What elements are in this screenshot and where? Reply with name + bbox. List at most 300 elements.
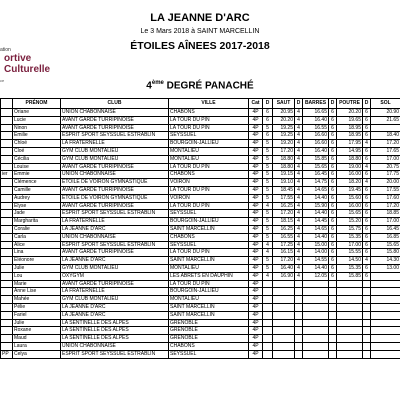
table-cell bbox=[1, 311, 13, 319]
table-cell bbox=[303, 288, 329, 296]
table-cell bbox=[1, 319, 13, 327]
logo-text-line: ce bbox=[0, 78, 5, 83]
column-header: CLUB bbox=[61, 99, 169, 109]
table-cell: AVANT GARDE TURRIPINOISE bbox=[61, 249, 169, 257]
table-cell bbox=[1, 264, 13, 272]
table-cell: Oriane bbox=[13, 109, 61, 117]
table-cell: Margharita bbox=[13, 218, 61, 226]
table-cell: Julie bbox=[13, 319, 61, 327]
table-cell: 19.20 bbox=[273, 140, 295, 148]
table-cell: Roxane bbox=[13, 327, 61, 335]
column-header: D bbox=[329, 99, 337, 109]
table-cell: ESPRIT SPORT SEYSSUEL ESTRABLIN bbox=[61, 241, 169, 249]
table-cell: 6 bbox=[329, 155, 337, 163]
table-cell bbox=[329, 311, 337, 319]
table-cell: Mahée bbox=[13, 296, 61, 304]
table-cell bbox=[1, 202, 13, 210]
table-cell: 18.80 bbox=[337, 155, 363, 163]
table-cell bbox=[329, 288, 337, 296]
table-cell: LA JEANNE D'ARC bbox=[61, 225, 169, 233]
table-cell: 12.05 bbox=[303, 272, 329, 280]
table-cell bbox=[295, 319, 303, 327]
table-cell: 20.75 bbox=[371, 163, 400, 171]
table-cell: 4 bbox=[295, 124, 303, 132]
table-cell: 4P bbox=[249, 202, 263, 210]
table-cell: GYM CLUB MONTALIEU bbox=[61, 264, 169, 272]
table-cell: 6 bbox=[363, 218, 371, 226]
table-row bbox=[1, 342, 400, 350]
table-cell: 15.65 bbox=[303, 163, 329, 171]
table-cell: 17.20 bbox=[371, 202, 400, 210]
table-cell bbox=[371, 342, 400, 350]
table-cell bbox=[1, 335, 13, 343]
table-cell: 4 bbox=[363, 179, 371, 187]
table-cell: 14.40 bbox=[303, 264, 329, 272]
table-cell: 15.90 bbox=[303, 202, 329, 210]
table-cell: 4 bbox=[295, 109, 303, 117]
logo-text-line: Culturelle bbox=[4, 64, 51, 75]
table-cell: 14.65 bbox=[303, 186, 329, 194]
table-row bbox=[1, 155, 400, 163]
table-cell: 18.45 bbox=[273, 186, 295, 194]
column-header: Cat bbox=[249, 99, 263, 109]
table-cell: 18.95 bbox=[337, 132, 363, 140]
table-cell: 14.65 bbox=[303, 225, 329, 233]
table-cell bbox=[303, 296, 329, 304]
table-cell: 17.20 bbox=[273, 147, 295, 155]
table-cell bbox=[1, 179, 13, 187]
table-cell bbox=[1, 218, 13, 226]
table-cell: 6 bbox=[363, 109, 371, 117]
table-cell: 4 bbox=[363, 163, 371, 171]
table-cell: 4P bbox=[249, 249, 263, 257]
table-cell: LA TOUR DU PIN bbox=[169, 280, 249, 288]
column-header: D bbox=[363, 99, 371, 109]
table-cell: 6 bbox=[329, 218, 337, 226]
table-cell: 4P bbox=[249, 264, 263, 272]
category-title bbox=[0, 80, 400, 91]
table-cell bbox=[263, 311, 273, 319]
table-cell: 6 bbox=[363, 264, 371, 272]
table-cell: 6 bbox=[363, 233, 371, 241]
table-cell: LA JEANNE D'ARC bbox=[61, 303, 169, 311]
table-cell bbox=[337, 342, 363, 350]
table-cell bbox=[329, 335, 337, 343]
table-cell: 6 bbox=[363, 210, 371, 218]
table-cell: 19.15 bbox=[273, 171, 295, 179]
table-cell: 15.35 bbox=[337, 233, 363, 241]
table-cell: AVANT GARDE TURRIPINOISE bbox=[61, 163, 169, 171]
table-cell: Emmie bbox=[13, 171, 61, 179]
table-cell: 16.85 bbox=[371, 233, 400, 241]
table-cell bbox=[1, 109, 13, 117]
table-cell: UNION CHABONNAISE bbox=[61, 342, 169, 350]
table-cell: 19.25 bbox=[273, 132, 295, 140]
table-row bbox=[1, 116, 400, 124]
table-cell bbox=[263, 342, 273, 350]
table-cell: SAINT MARCELLIN bbox=[169, 303, 249, 311]
table-cell: 6 bbox=[329, 272, 337, 280]
table-cell bbox=[1, 296, 13, 304]
table-cell bbox=[1, 194, 13, 202]
table-cell: Clémence bbox=[13, 179, 61, 187]
table-cell bbox=[337, 280, 363, 288]
table-cell: CHÂBONS bbox=[169, 109, 249, 117]
table-cell: 17.95 bbox=[337, 140, 363, 148]
table-cell: 15.55 bbox=[337, 249, 363, 257]
table-cell: Lucie bbox=[13, 116, 61, 124]
table-cell: LA FRATERNELLE bbox=[61, 288, 169, 296]
table-row bbox=[1, 202, 400, 210]
table-cell: 6 bbox=[329, 147, 337, 155]
column-header bbox=[1, 99, 13, 109]
table-cell bbox=[263, 350, 273, 358]
table-cell bbox=[337, 303, 363, 311]
table-cell: 6 bbox=[329, 171, 337, 179]
table-cell: CHÂBONS bbox=[169, 233, 249, 241]
table-cell: 21.65 bbox=[371, 116, 400, 124]
table-cell: 6 bbox=[329, 132, 337, 140]
table-cell: 4P bbox=[249, 296, 263, 304]
table-cell: Lina bbox=[13, 249, 61, 257]
table-cell: 6 bbox=[329, 194, 337, 202]
table-cell: 6 bbox=[363, 171, 371, 179]
table-cell: OXYGYM bbox=[61, 272, 169, 280]
table-cell: 4 bbox=[263, 202, 273, 210]
table-cell: Eléonore bbox=[13, 257, 61, 265]
table-cell: 4 bbox=[295, 210, 303, 218]
table-row bbox=[1, 280, 400, 288]
table-cell: 17.65 bbox=[371, 147, 400, 155]
column-header: SOL bbox=[371, 99, 400, 109]
table-cell: 16.45 bbox=[371, 225, 400, 233]
table-cell: 5 bbox=[263, 210, 273, 218]
table-cell: LA TOUR DU PIN bbox=[169, 116, 249, 124]
table-cell: 18.20 bbox=[337, 179, 363, 187]
table-cell bbox=[1, 233, 13, 241]
table-cell bbox=[329, 280, 337, 288]
table-cell: 4 bbox=[295, 155, 303, 163]
table-cell: 16.90 bbox=[273, 272, 295, 280]
table-cell: 5 bbox=[263, 147, 273, 155]
table-cell: 6 bbox=[329, 186, 337, 194]
table-cell: LA JEANNE D'ARC bbox=[61, 257, 169, 265]
table-row bbox=[1, 171, 400, 179]
table-cell bbox=[1, 249, 13, 257]
table-cell: 4 bbox=[295, 179, 303, 187]
table-cell bbox=[1, 210, 13, 218]
table-cell: 6 bbox=[329, 163, 337, 171]
table-cell bbox=[363, 350, 371, 358]
table-cell: 6 bbox=[363, 186, 371, 194]
table-cell: 4 bbox=[295, 140, 303, 148]
table-cell: 18.80 bbox=[273, 155, 295, 163]
table-row bbox=[1, 233, 400, 241]
column-header: BARRES bbox=[303, 99, 329, 109]
table-cell: 15.65 bbox=[337, 210, 363, 218]
table-row bbox=[1, 311, 400, 319]
table-cell: 6 bbox=[329, 233, 337, 241]
table-cell: Ninon bbox=[13, 124, 61, 132]
table-cell: UNION CHABONNAISE bbox=[61, 171, 169, 179]
degree-label: DEGRÉ PANACHÉ bbox=[163, 80, 254, 92]
table-cell: GRENOBLE bbox=[169, 335, 249, 343]
table-cell: 16.25 bbox=[273, 225, 295, 233]
table-cell: Émilie bbox=[13, 132, 61, 140]
table-cell: 15.85 bbox=[337, 272, 363, 280]
table-cell bbox=[303, 280, 329, 288]
table-cell: Fariel bbox=[13, 311, 61, 319]
table-cell: SAINT MARCELLIN bbox=[169, 257, 249, 265]
column-header: PRÉNOM bbox=[13, 99, 61, 109]
table-cell bbox=[263, 335, 273, 343]
table-row bbox=[1, 264, 400, 272]
table-cell: GRENOBLE bbox=[169, 327, 249, 335]
table-cell: 4P bbox=[249, 194, 263, 202]
table-cell: Cécilia bbox=[13, 155, 61, 163]
table-cell bbox=[1, 186, 13, 194]
table-cell: VOIRON bbox=[169, 179, 249, 187]
column-header: SAUT bbox=[273, 99, 295, 109]
table-cell: 18.40 bbox=[371, 132, 400, 140]
table-cell: 4 bbox=[295, 116, 303, 124]
table-row bbox=[1, 179, 400, 187]
table-cell bbox=[1, 257, 13, 265]
table-cell bbox=[363, 288, 371, 296]
page-header bbox=[0, 0, 400, 112]
table-cell: 5 bbox=[263, 155, 273, 163]
table-cell: 4P bbox=[249, 155, 263, 163]
table-cell: 17.20 bbox=[273, 257, 295, 265]
table-row bbox=[1, 124, 400, 132]
table-cell: 19.45 bbox=[337, 186, 363, 194]
table-cell bbox=[371, 335, 400, 343]
table-cell: 16.40 bbox=[273, 264, 295, 272]
table-cell: 19.10 bbox=[273, 179, 295, 187]
table-cell: 6 bbox=[363, 124, 371, 132]
table-cell: 15.20 bbox=[337, 218, 363, 226]
table-cell: 6 bbox=[329, 257, 337, 265]
table-cell bbox=[273, 342, 295, 350]
table-cell: 19.25 bbox=[273, 124, 295, 132]
table-cell bbox=[371, 288, 400, 296]
table-cell: 18.15 bbox=[273, 218, 295, 226]
table-cell bbox=[263, 327, 273, 335]
table-cell: GYM CLUB MONTALIEU bbox=[61, 147, 169, 155]
table-cell bbox=[1, 241, 13, 249]
table-cell bbox=[337, 311, 363, 319]
table-cell: 16.60 bbox=[303, 140, 329, 148]
table-cell: Carla bbox=[13, 233, 61, 241]
table-cell: 14.95 bbox=[337, 147, 363, 155]
table-cell: LA TOUR DU PIN bbox=[169, 163, 249, 171]
table-cell: 5 bbox=[263, 171, 273, 179]
table-cell: MONTALIEU bbox=[169, 296, 249, 304]
table-cell: 4 bbox=[295, 218, 303, 226]
table-cell: 4 bbox=[295, 225, 303, 233]
table-cell bbox=[1, 280, 13, 288]
table-cell bbox=[1, 342, 13, 350]
table-cell: Chloé bbox=[13, 140, 61, 148]
page-title: LA JEANNE D'ARC bbox=[150, 12, 250, 24]
table-cell: 6 bbox=[329, 249, 337, 257]
table-cell bbox=[273, 335, 295, 343]
table-cell: 5 bbox=[263, 264, 273, 272]
table-cell bbox=[371, 124, 400, 132]
table-cell: 6 bbox=[363, 249, 371, 257]
table-cell bbox=[363, 335, 371, 343]
table-row bbox=[1, 241, 400, 249]
table-cell bbox=[363, 311, 371, 319]
table-cell: 4P bbox=[249, 303, 263, 311]
table-cell: 14.50 bbox=[337, 257, 363, 265]
table-cell: 18.95 bbox=[337, 124, 363, 132]
table-cell bbox=[273, 319, 295, 327]
table-row bbox=[1, 327, 400, 335]
table-cell: LA FRATERNELLE bbox=[61, 140, 169, 148]
table-cell: 17.55 bbox=[273, 194, 295, 202]
table-cell: 4P bbox=[249, 124, 263, 132]
table-cell: 6 bbox=[329, 225, 337, 233]
table-cell bbox=[1, 147, 13, 155]
table-cell bbox=[263, 296, 273, 304]
table-cell: Celya bbox=[13, 350, 61, 358]
table-cell bbox=[273, 327, 295, 335]
table-cell: 6 bbox=[263, 132, 273, 140]
table-cell: BOURGOIN-JALLIEU bbox=[169, 140, 249, 148]
table-cell: 4 bbox=[295, 264, 303, 272]
table-cell bbox=[303, 342, 329, 350]
column-header: VILLE bbox=[169, 99, 249, 109]
table-cell: Anne Lise bbox=[13, 288, 61, 296]
table-cell bbox=[371, 280, 400, 288]
table-cell: Lou bbox=[13, 272, 61, 280]
table-cell: 4P bbox=[249, 210, 263, 218]
table-cell: 18.80 bbox=[273, 163, 295, 171]
table-cell: 16.65 bbox=[303, 109, 329, 117]
table-cell: 4 bbox=[295, 194, 303, 202]
table-cell: ETOILE DE VOIRON GYMNASTIQUE bbox=[61, 194, 169, 202]
table-cell: 20.20 bbox=[337, 109, 363, 117]
table-cell: PP bbox=[1, 350, 13, 358]
table-cell: 16.55 bbox=[303, 124, 329, 132]
table-cell bbox=[1, 140, 13, 148]
table-cell: 4 bbox=[295, 233, 303, 241]
table-cell: 17.55 bbox=[371, 186, 400, 194]
table-cell: 16.00 bbox=[337, 202, 363, 210]
page-subtitle: Le 3 Mars 2018 à SAINT MARCELLIN bbox=[140, 28, 260, 35]
table-cell: 6 bbox=[329, 179, 337, 187]
table-cell: AVANT GARDE TURRIPINOISE bbox=[61, 124, 169, 132]
table-cell: 4P bbox=[249, 233, 263, 241]
table-cell bbox=[295, 303, 303, 311]
table-row bbox=[1, 163, 400, 171]
table-cell: 4P bbox=[249, 350, 263, 358]
table-cell: 5 bbox=[263, 218, 273, 226]
table-cell: Louise bbox=[13, 163, 61, 171]
table-cell: 20.90 bbox=[371, 109, 400, 117]
table-cell bbox=[1, 132, 13, 140]
table-cell bbox=[329, 303, 337, 311]
table-cell: 6 bbox=[329, 210, 337, 218]
table-cell: 16.40 bbox=[303, 116, 329, 124]
table-cell: 14.40 bbox=[303, 233, 329, 241]
table-cell bbox=[273, 296, 295, 304]
table-cell: 16.40 bbox=[303, 147, 329, 155]
table-cell: Julie bbox=[13, 264, 61, 272]
table-cell: CHÂBONS bbox=[169, 342, 249, 350]
table-cell: GYM CLUB MONTALIEU bbox=[61, 296, 169, 304]
table-cell: 19.65 bbox=[337, 116, 363, 124]
table-cell: 16.00 bbox=[337, 171, 363, 179]
table-cell bbox=[363, 327, 371, 335]
table-row bbox=[1, 257, 400, 265]
table-cell: 5 bbox=[263, 225, 273, 233]
table-cell: Elyse bbox=[13, 202, 61, 210]
table-cell: SAINT MARCELLIN bbox=[169, 225, 249, 233]
table-cell: 4P bbox=[249, 335, 263, 343]
table-cell: 6 bbox=[363, 132, 371, 140]
table-cell: 6 bbox=[363, 272, 371, 280]
table-cell: Coralie bbox=[13, 225, 61, 233]
table-cell: UNION CHABONNAISE bbox=[61, 109, 169, 117]
table-cell bbox=[371, 327, 400, 335]
table-cell: 4P bbox=[249, 241, 263, 249]
table-cell: 6 bbox=[329, 124, 337, 132]
table-cell bbox=[263, 280, 273, 288]
table-cell: 17.00 bbox=[337, 241, 363, 249]
table-cell bbox=[1, 225, 13, 233]
table-cell: 4 bbox=[295, 257, 303, 265]
table-cell: 4 bbox=[295, 241, 303, 249]
table-cell: 16.25 bbox=[273, 202, 295, 210]
table-cell: 17.00 bbox=[371, 218, 400, 226]
table-cell: Alice bbox=[13, 241, 61, 249]
table-cell: 14.30 bbox=[371, 257, 400, 265]
table-cell: 13.00 bbox=[371, 264, 400, 272]
table-cell: LA SENTINELLE DES ALPES bbox=[61, 327, 169, 335]
table-cell: LA TOUR DU PIN bbox=[169, 249, 249, 257]
table-cell: AVANT GARDE TURRIPINOISE bbox=[61, 116, 169, 124]
table-cell: 6 bbox=[363, 194, 371, 202]
table-cell: 18.85 bbox=[371, 210, 400, 218]
table-cell: LA TOUR DU PIN bbox=[169, 186, 249, 194]
table-cell: Camille bbox=[13, 186, 61, 194]
table-row bbox=[1, 109, 400, 117]
table-cell: 4 bbox=[295, 249, 303, 257]
table-cell: SAINT MARCELLIN bbox=[169, 311, 249, 319]
table-cell: 4P bbox=[249, 342, 263, 350]
table-cell: 5 bbox=[263, 124, 273, 132]
table-cell bbox=[371, 272, 400, 280]
event-title: ÉTOILES AÎNEES 2017-2018 bbox=[130, 40, 270, 52]
results-table bbox=[0, 98, 400, 359]
table-cell bbox=[263, 288, 273, 296]
table-cell: 4P bbox=[249, 109, 263, 117]
table-cell: 6 bbox=[263, 116, 273, 124]
table-cell bbox=[295, 342, 303, 350]
table-cell: 4P bbox=[249, 327, 263, 335]
table-cell bbox=[273, 280, 295, 288]
table-row bbox=[1, 186, 400, 194]
table-cell: SEYSSUEL bbox=[169, 132, 249, 140]
table-cell: MONTALIEU bbox=[169, 155, 249, 163]
table-row bbox=[1, 225, 400, 233]
table-cell: 15.85 bbox=[303, 155, 329, 163]
table-cell: LA SENTINELLE DES ALPES bbox=[61, 319, 169, 327]
column-header: POUTRE bbox=[337, 99, 363, 109]
table-cell bbox=[363, 319, 371, 327]
